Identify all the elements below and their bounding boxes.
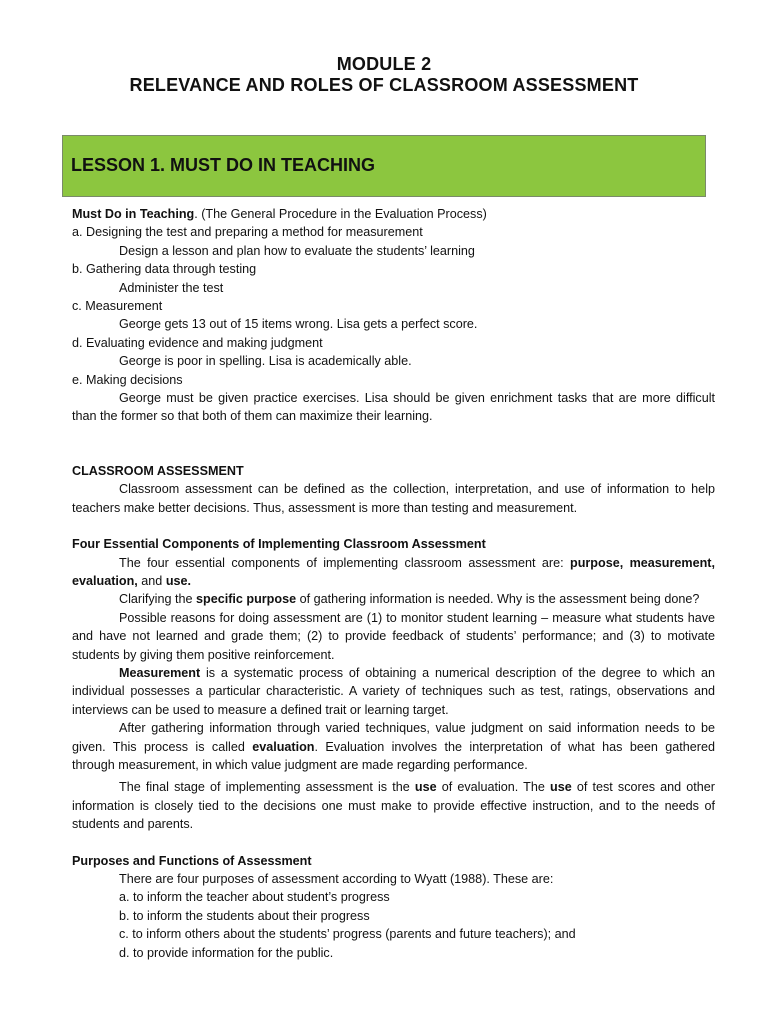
step-c: c. Measurement (72, 299, 163, 314)
components-p1-line1: The four essential components of implementing classroom assessment are: purpose, measurement, (119, 555, 715, 570)
step-d-detail: George is poor in spelling. Lisa is academically able. (119, 354, 412, 369)
components-p4-line2: individual possesses a particular characteristic. A variety of techniques such as test, ratings, observations and (72, 684, 715, 699)
step-e-detail-line1: George must be given practice exercises. Lisa should be given enrichment tasks that are more difficult (119, 391, 715, 406)
must-do-heading-line (72, 205, 715, 223)
purposes-intro: There are four purposes of assessment according to Wyatt (1988). These are: (119, 872, 554, 886)
components-p6-line2: information is closely tied to the decisions one must make to provide effective instruction, and to the needs of (72, 798, 715, 813)
purpose-item: d. to provide information for the public. (119, 945, 334, 960)
components-p3-line2: and have not learned and grade them; (2) to provide feedback of students’ performance; and (3) to motivate (72, 629, 715, 644)
components-p1-line2: evaluation, and use. (72, 573, 192, 588)
classroom-assessment-heading: CLASSROOM ASSESSMENT (72, 463, 244, 478)
components-p3-line3: students by giving them positive reinforcement. (72, 647, 335, 662)
step-d: d. Evaluating evidence and making judgment (72, 335, 323, 350)
components-p4-line3: interviews can be used to measure a defined trait or learning target. (72, 702, 449, 717)
components-heading: Four Essential Components of Implementing Classroom Assessment (72, 537, 486, 552)
purpose-item: c. to inform others about the students’ progress (parents and future teachers); and (119, 927, 576, 942)
must-do-heading-suffix: . (The General Procedure in the Evaluation Process) (194, 207, 487, 221)
step-e-detail-line2: than the former so that both of them can maximize their learning. (72, 409, 433, 424)
lesson-banner (62, 135, 706, 197)
components-p6-line3: students and parents. (72, 817, 194, 832)
components-p5-line1: After gathering information through varied techniques, value judgment on said information needs to be (119, 721, 715, 736)
classroom-assessment-p1-line2: teachers make better decisions. Thus, assessment is more than testing and measurement. (72, 500, 578, 515)
components-p6-line1: The final stage of implementing assessment is the use of evaluation. The use of test scores and other (119, 780, 715, 795)
purpose-item: a. to inform the teacher about student’s progress (119, 890, 390, 905)
module-number: MODULE 2 (336, 54, 432, 74)
document-body (72, 205, 715, 962)
components-p5-line3: through measurement, in which value judgment are made regarding performance. (72, 757, 528, 772)
purposes-heading: Purposes and Functions of Assessment (72, 853, 312, 868)
must-do-heading: Must Do in Teaching (72, 207, 195, 221)
components-p2: Clarifying the specific purpose of gathering information is needed. Why is the assessment being done? (119, 592, 700, 607)
step-b-detail: Administer the test (119, 280, 224, 295)
step-c-detail: George gets 13 out of 15 items wrong. Lisa gets a perfect score. (119, 317, 478, 332)
classroom-assessment-p1-line1: Classroom assessment can be defined as the collection, interpretation, and use of information to help (119, 482, 715, 497)
components-p5-line2: given. This process is called evaluation. Evaluation involves the interpretation of what has been gathered (72, 739, 715, 754)
step-b: b. Gathering data through testing (72, 262, 257, 277)
purpose-item: b. to inform the students about their progress (119, 908, 370, 923)
module-title: RELEVANCE AND ROLES OF CLASSROOM ASSESSMENT (129, 75, 639, 95)
lesson-title: LESSON 1. MUST DO IN TEACHING (71, 155, 376, 175)
components-p3-line1: Possible reasons for doing assessment are (1) to monitor student learning – measure what students have (119, 610, 715, 625)
step-a-detail: Design a lesson and plan how to evaluate the students’ learning (119, 243, 475, 258)
step-e: e. Making decisions (72, 372, 183, 387)
components-p4-line1: Measurement is a systematic process of obtaining a numerical description of the degree to which an (119, 665, 715, 680)
step-a: a. Designing the test and preparing a method for measurement (72, 225, 423, 240)
